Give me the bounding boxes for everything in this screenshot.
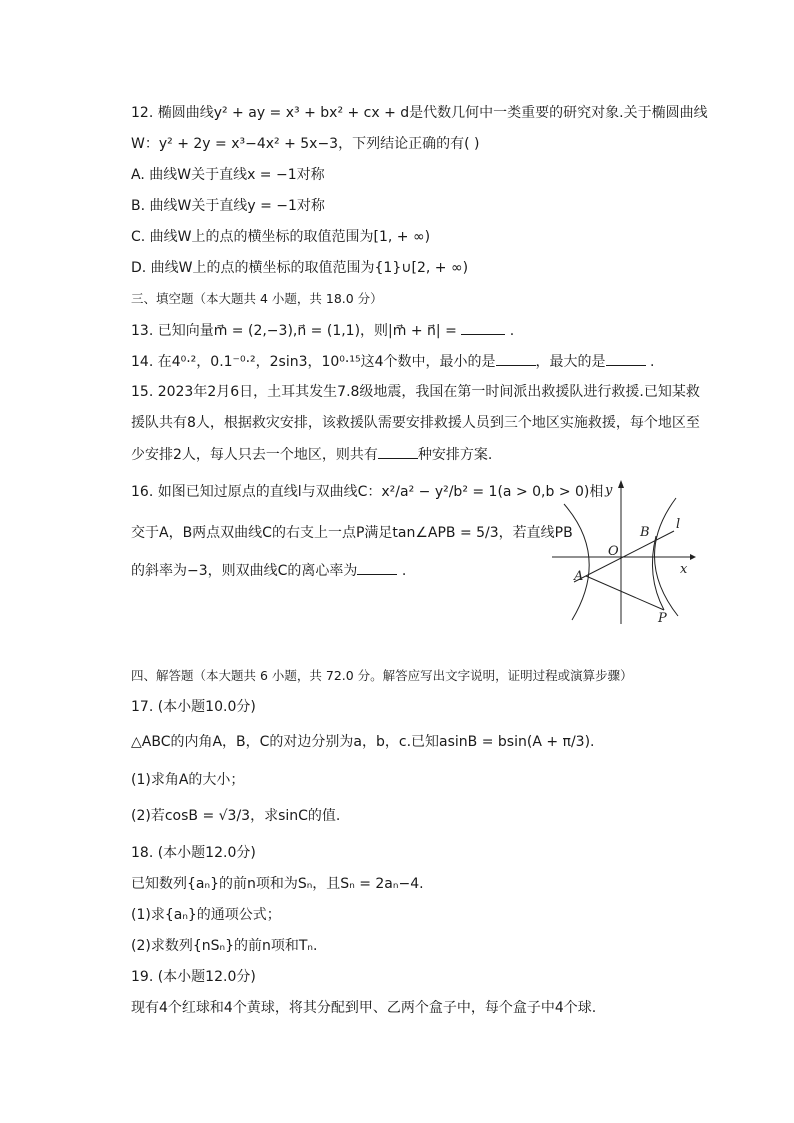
q17-part1: (1)求角A的大小； [131,772,245,788]
q18-part1: (1)求{aₙ}的通项公式； [131,907,281,923]
x-axis-arrow-icon [690,554,696,560]
q19-stem: 现有4个红球和4个黄球，将其分配到甲、乙两个盒子中，每个盒子中4个球. [131,1000,597,1016]
q19-head: 19. (本小题12.0分) [131,969,256,985]
section-3-heading: 三、填空题（本大题共 4 小题，共 18.0 分） [131,291,383,306]
q12-line2: W：y² + 2y = x³−4x² + 5x−3，下列结论正确的有( ) [131,136,480,152]
q14-blank-1 [496,351,536,366]
segment-bp [652,536,664,610]
label-y: y [605,483,613,498]
q16-line1: 16. 如图已知过原点的直线l与双曲线C：x²/a² − y²/b² = 1(a > 0,b > 0)相 [131,484,604,500]
q17-part2: (2)若cosB = √3/3，求sinC的值. [131,808,341,824]
q16-line2: 交于A，B两点双曲线C的右支上一点P满足tan∠APB = 5/3，若直线PB [131,525,573,541]
label-p: P [658,611,667,626]
q12-option-c: C. 曲线W上的点的横坐标的取值范围为[1, + ∞) [131,229,431,245]
q15-blank [378,444,418,459]
q17-head: 17. (本小题10.0分) [131,699,256,715]
q12-line1: 12. 椭圆曲线y² + ay = x³ + bx² + cx + d是代数几何中一类重要的研究对象.关于椭圆曲线 [131,105,708,121]
label-x: x [680,562,688,577]
section-4-heading: 四、解答题（本大题共 6 小题，共 72.0 分。解答应写出文字说明，证明过程或演算步骤） [131,668,633,683]
label-origin: O [608,544,619,559]
hyperbola-left-branch [564,504,589,620]
q18-part2: (2)求数列{nSₙ}的前n项和Tₙ. [131,938,318,954]
q13-blank [461,320,505,335]
label-b: B [640,525,650,540]
q18-stem: 已知数列{aₙ}的前n项和为Sₙ，且Sₙ = 2aₙ−4. [131,876,424,892]
q12-option-b: B. 曲线W关于直线y = −1对称 [131,198,325,214]
q17-stem: △ABC的内角A，B，C的对边分别为a，b，c.已知asinB = bsin(A + π/3). [131,734,595,750]
q14-blank-2 [606,351,646,366]
q18-head: 18. (本小题12.0分) [131,845,256,861]
segment-ap [586,576,664,610]
q13: 13. 已知向量m⃗ = (2,−3),n⃗ = (1,1)，则|m⃗ + n⃗| = . [131,320,514,341]
q15-line2: 援队共有8人，根据救灾安排，该救援队需要安排救援人员到三个地区实施救援，每个地区至 [131,415,700,431]
q15-line1: 15. 2023年2月6日，土耳其发生7.8级地震，我国在第一时间派出救援队进行救援.已知某救 [131,384,700,400]
label-a: A [574,569,584,584]
hyperbola-figure [552,476,702,626]
y-axis-arrow-icon [618,480,624,488]
q16-line3: 的斜率为−3，则双曲线C的离心率为 . [131,560,406,581]
q12-option-a: A. 曲线W关于直线x = −1对称 [131,167,325,183]
q15-line3: 少安排2人，每人只去一个地区，则共有 种安排方案. [131,444,492,465]
q12-option-d: D. 曲线W上的点的横坐标的取值范围为{1}∪[2, + ∞) [131,260,469,276]
q16-blank [357,560,397,575]
label-l: l [676,517,681,532]
q14: 14. 在4⁰·²，0.1⁻⁰·²，2sin3，10⁰·¹⁵这4个数中，最小的是 ，最大的是 . [131,351,654,372]
